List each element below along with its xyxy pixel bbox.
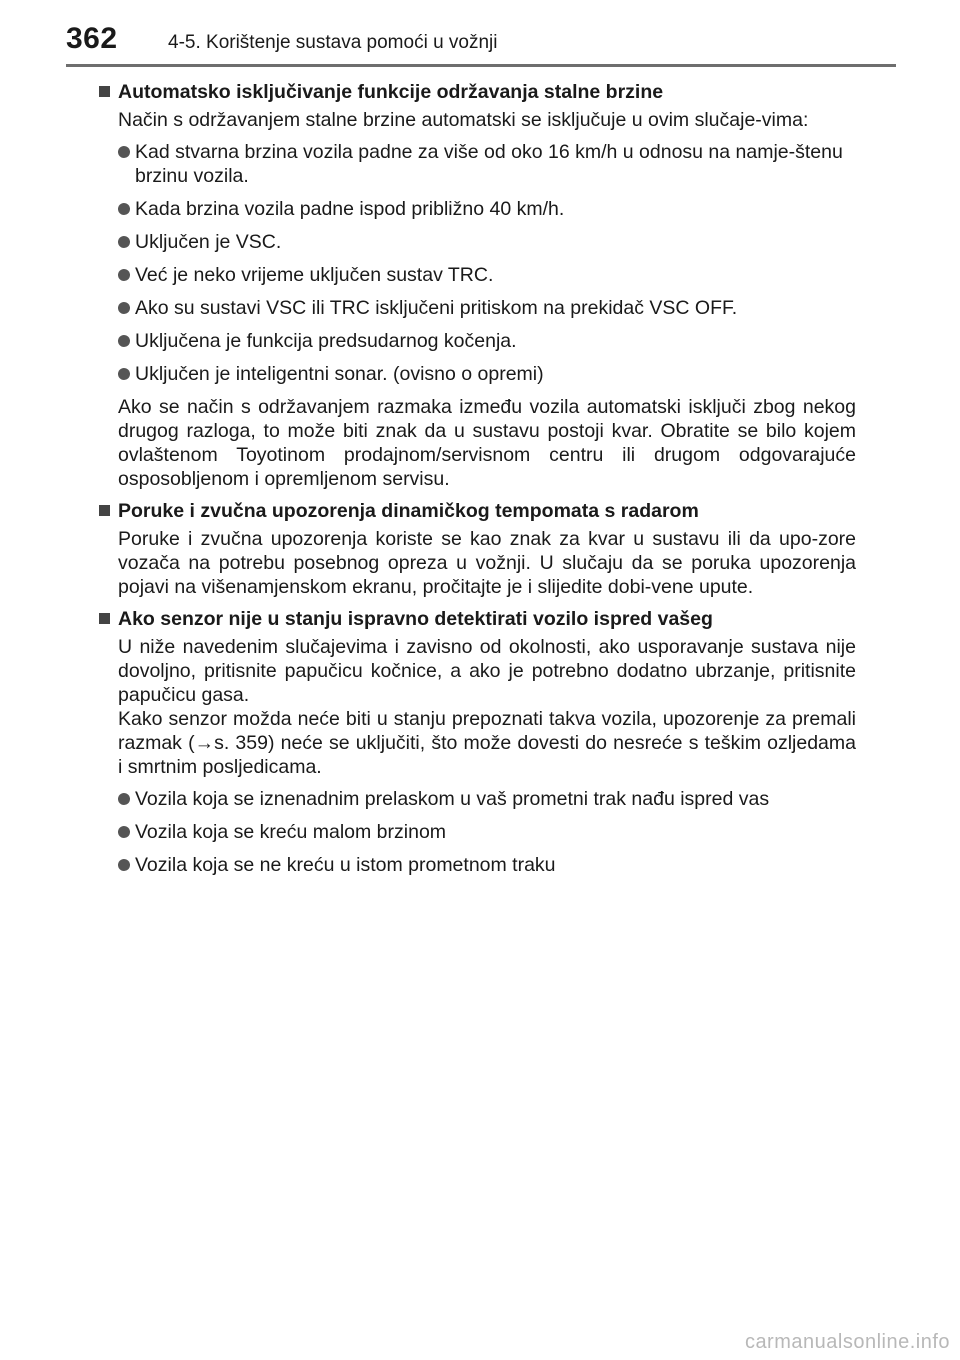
list-item [118,362,856,386]
section-note: Ako se način s održavanjem razmaka između vozila automatski isključi zbog nekog drugog razloga, to može biti znak da u sustavu postoji kvar. Obratite se bilo kojem ovlaštenom Toyotinom prodajnom/servisnom centru ili drugom odgovarajuće osposobljenom i opremljenom servisu. [118,396,856,490]
list-item-text: Vozila koja se iznenadnim prelaskom u vaš prometni trak nađu ispred vas [135,788,770,810]
section-heading-text: Ako senzor nije u stanju ispravno detektirati vozilo ispred vašeg [118,608,713,630]
section-intro [118,635,856,779]
round-bullet-icon [118,335,130,347]
list-item-text: Vozila koja se kreću malom brzinom [135,821,447,843]
section-heading-text: Poruke i zvučna upozorenja dinamičkog tempomata s radarom [118,500,699,522]
list-item-text: Uključen je inteligentni sonar. (ovisno o opremi) [135,363,544,385]
section-heading-text: Automatsko isključivanje funkcije održavanja stalne brzine [118,81,664,103]
round-bullet-icon [118,368,130,380]
list-item-text: Uključen je VSC. [135,231,282,253]
section-heading [96,607,856,631]
round-bullet-icon [118,203,130,215]
section-intro: Poruke i zvučna upozorenja koriste se kao znak za kvar u sustavu ili da upo-zore vozača na potrebu posebnog opreza u vožnji. U slučaju da se poruka upozorenja pojavi na višenamjenskom ekranu, pročitajte je i slijedite dobi-vene upute. [118,528,856,598]
list-item [118,197,856,221]
paragraph-line: U niže navedenim slučajevima i zavisno od okolnosti, ako usporavanje sustava nije dovoljno, pritisnite papučicu kočnice, a ako je potrebno dodatno ubrzanje, pritisnite papučicu gasa. [118,636,856,706]
bullet-list [118,787,856,877]
list-item-text: Ako su sustavi VSC ili TRC isključeni pritiskom na prekidač VSC OFF. [135,297,738,319]
header-divider [66,64,896,67]
list-item-text: Vozila koja se ne kreću u istom prometnom traku [135,854,556,876]
round-bullet-icon [118,302,130,314]
round-bullet-icon [118,826,130,838]
list-item-text: Već je neko vrijeme uključen sustav TRC. [135,264,494,286]
section-heading [96,80,856,104]
page-content [96,76,856,886]
list-item [118,329,856,353]
list-item [118,853,856,877]
round-bullet-icon [118,269,130,281]
watermark: carmanualsonline.info [744,1331,950,1353]
list-item-text: Uključena je funkcija predsudarnog kočenja. [135,330,517,352]
round-bullet-icon [118,236,130,248]
list-item-text: Kada brzina vozila padne ispod približno 40 km/h. [135,198,565,220]
chapter-title: 4-5. Korištenje sustava pomoći u vožnji [168,32,498,53]
round-bullet-icon [118,146,130,158]
list-item [118,296,856,320]
round-bullet-icon [118,793,130,805]
section-heading [96,499,856,523]
square-bullet-icon [99,505,110,516]
paragraph-line: Kako senzor možda neće biti u stanju prepoznati takva vozila, upozorenje za premali razmak (→s. 359) neće se uključiti, što može dovesti do nesreće s teškim ozljedama i smrtnim posljedicama. [118,708,856,778]
list-item-text: Kad stvarna brzina vozila padne za više od oko 16 km/h u odnosu na namje-štenu brzinu vozila. [135,141,843,187]
square-bullet-icon [99,613,110,624]
square-bullet-icon [99,86,110,97]
section-intro: Način s održavanjem stalne brzine automatski se isključuje u ovim slučaje-vima: [118,109,809,131]
list-item [118,263,856,287]
list-item [118,787,856,811]
page-number: 362 [66,22,118,55]
bullet-list [118,140,856,386]
list-item [118,820,856,844]
list-item [118,140,856,188]
round-bullet-icon [118,859,130,871]
list-item [118,230,856,254]
